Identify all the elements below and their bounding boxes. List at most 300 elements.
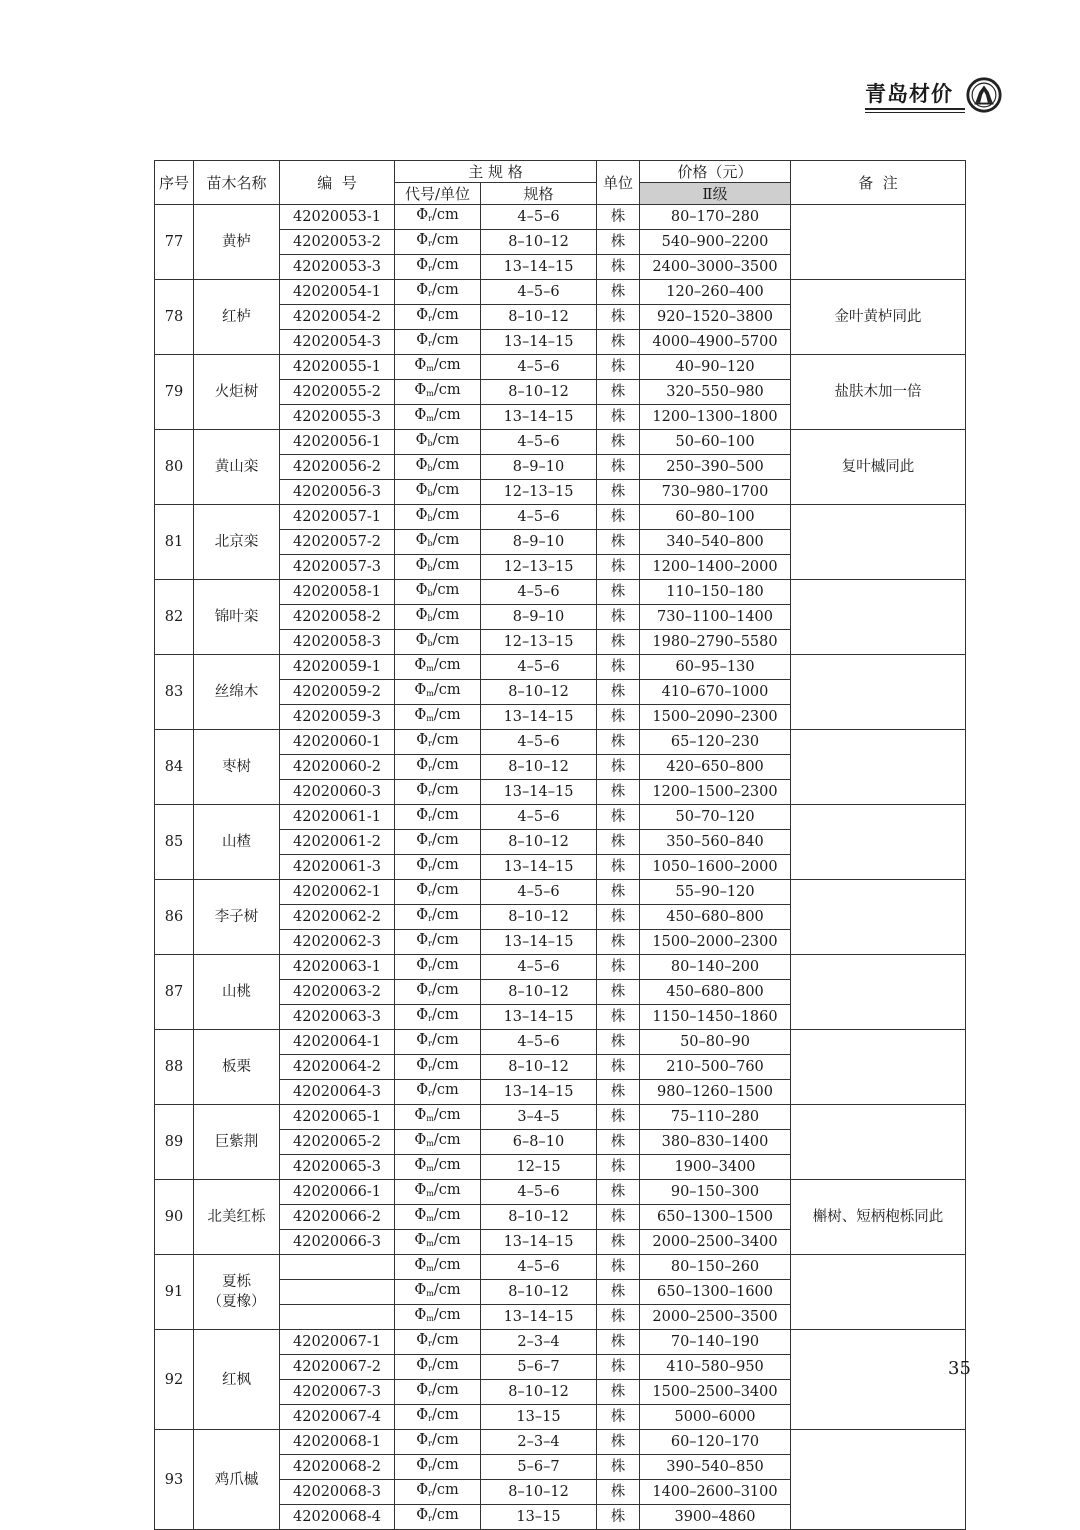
remark-cell: 盐肤木加一倍 — [791, 355, 966, 430]
price-cell: 340–540–800 — [640, 530, 791, 555]
spec-unit-cell — [395, 1030, 481, 1055]
table-row — [155, 355, 966, 380]
spec-unit: /cm — [431, 807, 459, 823]
phi-symbol: Φ — [414, 1107, 427, 1123]
spec-unit-cell — [395, 1255, 481, 1280]
phi-subscript: r — [428, 289, 432, 298]
seq-cell: 90 — [155, 1180, 194, 1255]
code-cell: 42020066-1 — [280, 1180, 395, 1205]
header-underline — [865, 108, 965, 110]
price-cell: 420–650–800 — [640, 755, 791, 780]
spec-cell: 13–14–15 — [481, 1230, 597, 1255]
remark-cell: 槲树、短柄枹栎同此 — [791, 1180, 966, 1255]
phi-symbol: Φ — [416, 232, 429, 248]
phi-symbol: Φ — [414, 1282, 427, 1298]
phi-symbol: Φ — [416, 207, 429, 223]
spec-cell: 8–9–10 — [481, 530, 597, 555]
spec-cell: 4–5–6 — [481, 880, 597, 905]
price-cell: 60–95–130 — [640, 655, 791, 680]
spec-unit: /cm — [431, 782, 459, 798]
phi-subscript: m — [426, 414, 434, 423]
spec-cell: 4–5–6 — [481, 955, 597, 980]
spec-unit: /cm — [431, 857, 459, 873]
phi-subscript: b — [427, 539, 433, 548]
spec-unit: /cm — [433, 657, 461, 673]
spec-cell: 13–15 — [481, 1505, 597, 1530]
phi-symbol: Φ — [416, 1332, 429, 1348]
phi-subscript: r — [428, 789, 432, 798]
name-cell — [194, 280, 280, 355]
spec-unit: /cm — [432, 532, 460, 548]
table-row — [155, 430, 966, 455]
phi-subscript: b — [427, 614, 433, 623]
phi-subscript: r — [428, 839, 432, 848]
spec-cell: 4–5–6 — [481, 505, 597, 530]
unit-cell: 株 — [597, 380, 640, 405]
price-cell: 540–900–2200 — [640, 230, 791, 255]
spec-unit-cell — [395, 530, 481, 555]
price-cell: 60–80–100 — [640, 505, 791, 530]
price-cell: 80–150–260 — [640, 1255, 791, 1280]
unit-cell: 株 — [597, 1505, 640, 1530]
price-cell: 1900–3400 — [640, 1155, 791, 1180]
seq-cell: 85 — [155, 805, 194, 880]
code-cell: 42020065-1 — [280, 1105, 395, 1130]
remark-cell — [791, 1330, 966, 1430]
price-table — [154, 160, 966, 1530]
spec-unit-cell — [395, 1055, 481, 1080]
spec-unit-cell — [395, 455, 481, 480]
spec-unit: /cm — [433, 707, 461, 723]
price-cell: 4000–4900–5700 — [640, 330, 791, 355]
name-cell — [194, 505, 280, 580]
spec-unit-cell — [395, 230, 481, 255]
phi-subscript: r — [428, 1064, 432, 1073]
spec-unit-cell — [395, 280, 481, 305]
header-unit: 单位 — [597, 161, 640, 205]
price-cell: 1400–2600–3100 — [640, 1480, 791, 1505]
table-row — [155, 655, 966, 680]
spec-unit-cell — [395, 805, 481, 830]
phi-symbol: Φ — [416, 282, 429, 298]
code-cell: 42020068-4 — [280, 1505, 395, 1530]
price-cell: 1150–1450–1860 — [640, 1005, 791, 1030]
spec-cell: 5–6–7 — [481, 1355, 597, 1380]
phi-symbol: Φ — [415, 557, 428, 573]
spec-cell: 13–14–15 — [481, 405, 597, 430]
unit-cell: 株 — [597, 705, 640, 730]
header-remark: 备 注 — [791, 161, 966, 205]
spec-cell: 13–14–15 — [481, 1080, 597, 1105]
plant-name: 火炬树 — [214, 384, 259, 400]
code-cell: 42020064-3 — [280, 1080, 395, 1105]
spec-cell: 2–3–4 — [481, 1430, 597, 1455]
spec-unit-cell — [395, 1480, 481, 1505]
name-cell — [194, 805, 280, 880]
spec-unit: /cm — [431, 1332, 459, 1348]
spec-cell: 13–14–15 — [481, 330, 597, 355]
phi-subscript: m — [426, 1189, 434, 1198]
remark-cell — [791, 880, 966, 955]
table-row — [155, 580, 966, 605]
price-cell: 730–980–1700 — [640, 480, 791, 505]
phi-symbol: Φ — [416, 1407, 429, 1423]
name-cell — [194, 1105, 280, 1180]
phi-subscript: m — [426, 1214, 434, 1223]
phi-symbol: Φ — [416, 757, 429, 773]
spec-unit: /cm — [431, 332, 459, 348]
unit-cell: 株 — [597, 230, 640, 255]
phi-subscript: m — [426, 1114, 434, 1123]
code-cell: 42020056-1 — [280, 430, 395, 455]
code-cell: 42020061-2 — [280, 830, 395, 855]
price-cell: 55–90–120 — [640, 880, 791, 905]
unit-cell: 株 — [597, 1105, 640, 1130]
spec-cell: 13–14–15 — [481, 1305, 597, 1330]
unit-cell: 株 — [597, 405, 640, 430]
spec-cell: 8–10–12 — [481, 1380, 597, 1405]
spec-cell: 13–15 — [481, 1405, 597, 1430]
spec-unit-cell — [395, 830, 481, 855]
header-underline-thin — [865, 112, 965, 113]
seq-cell: 92 — [155, 1330, 194, 1430]
spec-unit: /cm — [431, 257, 459, 273]
price-cell: 70–140–190 — [640, 1330, 791, 1355]
header-code: 编 号 — [280, 161, 395, 205]
table-row — [155, 1180, 966, 1205]
name-cell — [194, 1180, 280, 1255]
remark-cell — [791, 655, 966, 730]
plant-alias: （夏橡） — [207, 1294, 266, 1310]
phi-subscript: b — [427, 589, 433, 598]
spec-unit: /cm — [431, 757, 459, 773]
spec-unit-cell — [395, 905, 481, 930]
remark-cell — [791, 1430, 966, 1530]
spec-cell: 8–10–12 — [481, 305, 597, 330]
unit-cell: 株 — [597, 1405, 640, 1430]
phi-symbol: Φ — [414, 357, 427, 373]
spec-unit: /cm — [432, 557, 460, 573]
phi-symbol: Φ — [414, 682, 427, 698]
unit-cell: 株 — [597, 430, 640, 455]
phi-subscript: m — [426, 1164, 434, 1173]
spec-cell: 8–9–10 — [481, 605, 597, 630]
price-cell: 210–500–760 — [640, 1055, 791, 1080]
phi-subscript: r — [428, 889, 432, 898]
phi-symbol: Φ — [414, 707, 427, 723]
price-cell: 410–670–1000 — [640, 680, 791, 705]
spec-unit-cell — [395, 1380, 481, 1405]
spec-cell: 13–14–15 — [481, 855, 597, 880]
code-cell: 42020057-2 — [280, 530, 395, 555]
spec-unit: /cm — [432, 482, 460, 498]
price-cell: 50–80–90 — [640, 1030, 791, 1055]
remark-cell — [791, 805, 966, 880]
code-cell: 42020066-3 — [280, 1230, 395, 1255]
name-cell — [194, 955, 280, 1030]
table-row — [155, 1030, 966, 1055]
page-number: 35 — [948, 1358, 971, 1379]
unit-cell: 株 — [597, 455, 640, 480]
spec-cell: 4–5–6 — [481, 805, 597, 830]
plant-name: 巨紫荆 — [214, 1134, 259, 1150]
phi-symbol: Φ — [415, 532, 428, 548]
unit-cell: 株 — [597, 630, 640, 655]
price-cell: 1200–1300–1800 — [640, 405, 791, 430]
spec-unit: /cm — [431, 1007, 459, 1023]
price-cell: 1200–1500–2300 — [640, 780, 791, 805]
price-cell: 1500–2500–3400 — [640, 1380, 791, 1405]
spec-cell: 13–14–15 — [481, 780, 597, 805]
unit-cell: 株 — [597, 955, 640, 980]
spec-cell: 8–10–12 — [481, 830, 597, 855]
spec-unit-cell — [395, 1430, 481, 1455]
price-cell: 320–550–980 — [640, 380, 791, 405]
price-cell: 1500–2090–2300 — [640, 705, 791, 730]
spec-unit-cell — [395, 480, 481, 505]
phi-symbol: Φ — [416, 1432, 429, 1448]
phi-subscript: r — [428, 214, 432, 223]
code-cell: 42020058-1 — [280, 580, 395, 605]
spec-cell: 8–10–12 — [481, 755, 597, 780]
code-cell: 42020054-1 — [280, 280, 395, 305]
unit-cell: 株 — [597, 1080, 640, 1105]
unit-cell: 株 — [597, 530, 640, 555]
price-cell: 50–70–120 — [640, 805, 791, 830]
spec-cell: 4–5–6 — [481, 355, 597, 380]
spec-unit: /cm — [433, 1207, 461, 1223]
spec-unit: /cm — [433, 1182, 461, 1198]
spec-cell: 6–8–10 — [481, 1130, 597, 1155]
name-cell — [194, 1430, 280, 1530]
spec-unit: /cm — [431, 832, 459, 848]
phi-symbol: Φ — [414, 657, 427, 673]
spec-cell: 4–5–6 — [481, 280, 597, 305]
spec-cell: 3–4–5 — [481, 1105, 597, 1130]
phi-subscript: b — [427, 514, 433, 523]
spec-unit-cell — [395, 655, 481, 680]
phi-symbol: Φ — [416, 1082, 429, 1098]
seq-cell: 86 — [155, 880, 194, 955]
unit-cell: 株 — [597, 305, 640, 330]
phi-subscript: r — [428, 989, 432, 998]
unit-cell: 株 — [597, 1205, 640, 1230]
spec-cell: 13–14–15 — [481, 705, 597, 730]
spec-cell: 8–9–10 — [481, 455, 597, 480]
plant-name: 北美红栎 — [207, 1209, 266, 1225]
price-cell: 450–680–800 — [640, 905, 791, 930]
name-cell — [194, 355, 280, 430]
spec-unit: /cm — [433, 357, 461, 373]
spec-unit-cell — [395, 380, 481, 405]
seq-cell: 78 — [155, 280, 194, 355]
spec-unit: /cm — [433, 1107, 461, 1123]
code-cell: 42020064-1 — [280, 1030, 395, 1055]
spec-cell: 12–13–15 — [481, 555, 597, 580]
price-cell: 650–1300–1500 — [640, 1205, 791, 1230]
code-cell: 42020066-2 — [280, 1205, 395, 1230]
unit-cell: 株 — [597, 1330, 640, 1355]
spec-unit-cell — [395, 555, 481, 580]
phi-subscript: m — [426, 714, 434, 723]
phi-symbol: Φ — [416, 907, 429, 923]
spec-unit-cell — [395, 1355, 481, 1380]
code-cell: 42020063-2 — [280, 980, 395, 1005]
spec-cell: 12–13–15 — [481, 480, 597, 505]
code-cell: 42020056-3 — [280, 480, 395, 505]
header-seq: 序号 — [155, 161, 194, 205]
plant-name: 鸡爪槭 — [214, 1471, 259, 1488]
spec-unit: /cm — [431, 1482, 459, 1498]
code-cell: 42020059-3 — [280, 705, 395, 730]
phi-symbol: Φ — [415, 582, 428, 598]
code-cell — [280, 1255, 395, 1280]
price-cell: 350–560–840 — [640, 830, 791, 855]
spec-cell: 13–14–15 — [481, 255, 597, 280]
code-cell: 42020053-1 — [280, 205, 395, 230]
name-cell — [194, 655, 280, 730]
spec-unit: /cm — [431, 932, 459, 948]
spec-cell: 8–10–12 — [481, 1205, 597, 1230]
phi-subscript: b — [427, 639, 433, 648]
code-cell: 42020053-2 — [280, 230, 395, 255]
phi-symbol: Φ — [416, 782, 429, 798]
code-cell — [280, 1280, 395, 1305]
spec-unit: /cm — [432, 607, 460, 623]
brand-title: 青岛材价 — [865, 82, 953, 106]
price-cell: 390–540–850 — [640, 1455, 791, 1480]
price-cell: 65–120–230 — [640, 730, 791, 755]
price-cell: 50–60–100 — [640, 430, 791, 455]
code-cell: 42020065-3 — [280, 1155, 395, 1180]
code-cell: 42020062-1 — [280, 880, 395, 905]
phi-symbol: Φ — [416, 857, 429, 873]
remark-cell: 金叶黄栌同此 — [791, 280, 966, 355]
unit-cell: 株 — [597, 1055, 640, 1080]
code-cell: 42020068-3 — [280, 1480, 395, 1505]
brand-logo-icon — [965, 76, 1003, 114]
spec-unit: /cm — [433, 682, 461, 698]
spec-unit-cell — [395, 505, 481, 530]
code-cell: 42020060-3 — [280, 780, 395, 805]
header-spec: 规格 — [481, 183, 597, 205]
table-row — [155, 955, 966, 980]
phi-subscript: r — [428, 864, 432, 873]
seq-cell: 87 — [155, 955, 194, 1030]
name-cell — [194, 430, 280, 505]
unit-cell: 株 — [597, 255, 640, 280]
spec-unit-cell — [395, 930, 481, 955]
phi-symbol: Φ — [416, 1007, 429, 1023]
phi-symbol: Φ — [416, 832, 429, 848]
phi-symbol: Φ — [416, 932, 429, 948]
spec-unit: /cm — [431, 882, 459, 898]
seq-cell: 93 — [155, 1430, 194, 1530]
phi-symbol: Φ — [416, 982, 429, 998]
phi-subscript: r — [428, 914, 432, 923]
header-name: 苗木名称 — [194, 161, 280, 205]
phi-subscript: r — [428, 1364, 432, 1373]
price-cell: 450–680–800 — [640, 980, 791, 1005]
unit-cell: 株 — [597, 1030, 640, 1055]
phi-subscript: m — [426, 1289, 434, 1298]
spec-cell: 8–10–12 — [481, 1055, 597, 1080]
phi-subscript: m — [426, 664, 434, 673]
phi-symbol: Φ — [414, 1307, 427, 1323]
plant-name: 丝绵木 — [214, 684, 259, 700]
table-row — [155, 1105, 966, 1130]
spec-unit: /cm — [431, 207, 459, 223]
phi-symbol: Φ — [414, 1257, 427, 1273]
price-cell: 980–1260–1500 — [640, 1080, 791, 1105]
table-row — [155, 1430, 966, 1455]
plant-name: 北京栾 — [214, 534, 259, 550]
unit-cell: 株 — [597, 1255, 640, 1280]
unit-cell: 株 — [597, 1355, 640, 1380]
spec-cell: 8–10–12 — [481, 1480, 597, 1505]
phi-subscript: r — [428, 1464, 432, 1473]
phi-symbol: Φ — [414, 1207, 427, 1223]
table-row — [155, 205, 966, 230]
spec-unit: /cm — [432, 432, 460, 448]
phi-symbol: Φ — [416, 882, 429, 898]
code-cell: 42020062-2 — [280, 905, 395, 930]
price-cell: 250–390–500 — [640, 455, 791, 480]
table-body — [155, 205, 966, 1530]
phi-symbol: Φ — [416, 1382, 429, 1398]
spec-unit-cell — [395, 1280, 481, 1305]
spec-cell: 4–5–6 — [481, 1180, 597, 1205]
price-cell: 3900–4860 — [640, 1505, 791, 1530]
code-cell: 42020055-3 — [280, 405, 395, 430]
spec-unit-cell — [395, 205, 481, 230]
remark-cell — [791, 1105, 966, 1180]
unit-cell: 株 — [597, 780, 640, 805]
phi-subscript: b — [427, 564, 433, 573]
phi-symbol: Φ — [414, 1157, 427, 1173]
unit-cell: 株 — [597, 755, 640, 780]
spec-unit: /cm — [433, 1282, 461, 1298]
spec-unit: /cm — [431, 1507, 459, 1523]
price-cell: 2000–2500–3400 — [640, 1230, 791, 1255]
spec-cell: 5–6–7 — [481, 1455, 597, 1480]
spec-unit-cell — [395, 1305, 481, 1330]
name-cell — [194, 880, 280, 955]
unit-cell: 株 — [597, 580, 640, 605]
code-cell: 42020057-3 — [280, 555, 395, 580]
spec-cell: 13–14–15 — [481, 1005, 597, 1030]
spec-unit-cell — [395, 1130, 481, 1155]
unit-cell: 株 — [597, 680, 640, 705]
spec-unit-cell — [395, 955, 481, 980]
plant-name: 李子树 — [214, 909, 259, 925]
header-spec-group: 主 规 格 — [395, 161, 597, 183]
spec-unit: /cm — [433, 1157, 461, 1173]
code-cell: 42020057-1 — [280, 505, 395, 530]
name-cell — [194, 205, 280, 280]
code-cell: 42020067-1 — [280, 1330, 395, 1355]
table-row — [155, 880, 966, 905]
code-cell: 42020059-2 — [280, 680, 395, 705]
phi-symbol: Φ — [416, 307, 429, 323]
code-cell: 42020064-2 — [280, 1055, 395, 1080]
unit-cell: 株 — [597, 1305, 640, 1330]
remark-cell — [791, 730, 966, 805]
code-cell: 42020055-1 — [280, 355, 395, 380]
spec-unit: /cm — [431, 1457, 459, 1473]
phi-subscript: r — [428, 1339, 432, 1348]
unit-cell: 株 — [597, 1380, 640, 1405]
